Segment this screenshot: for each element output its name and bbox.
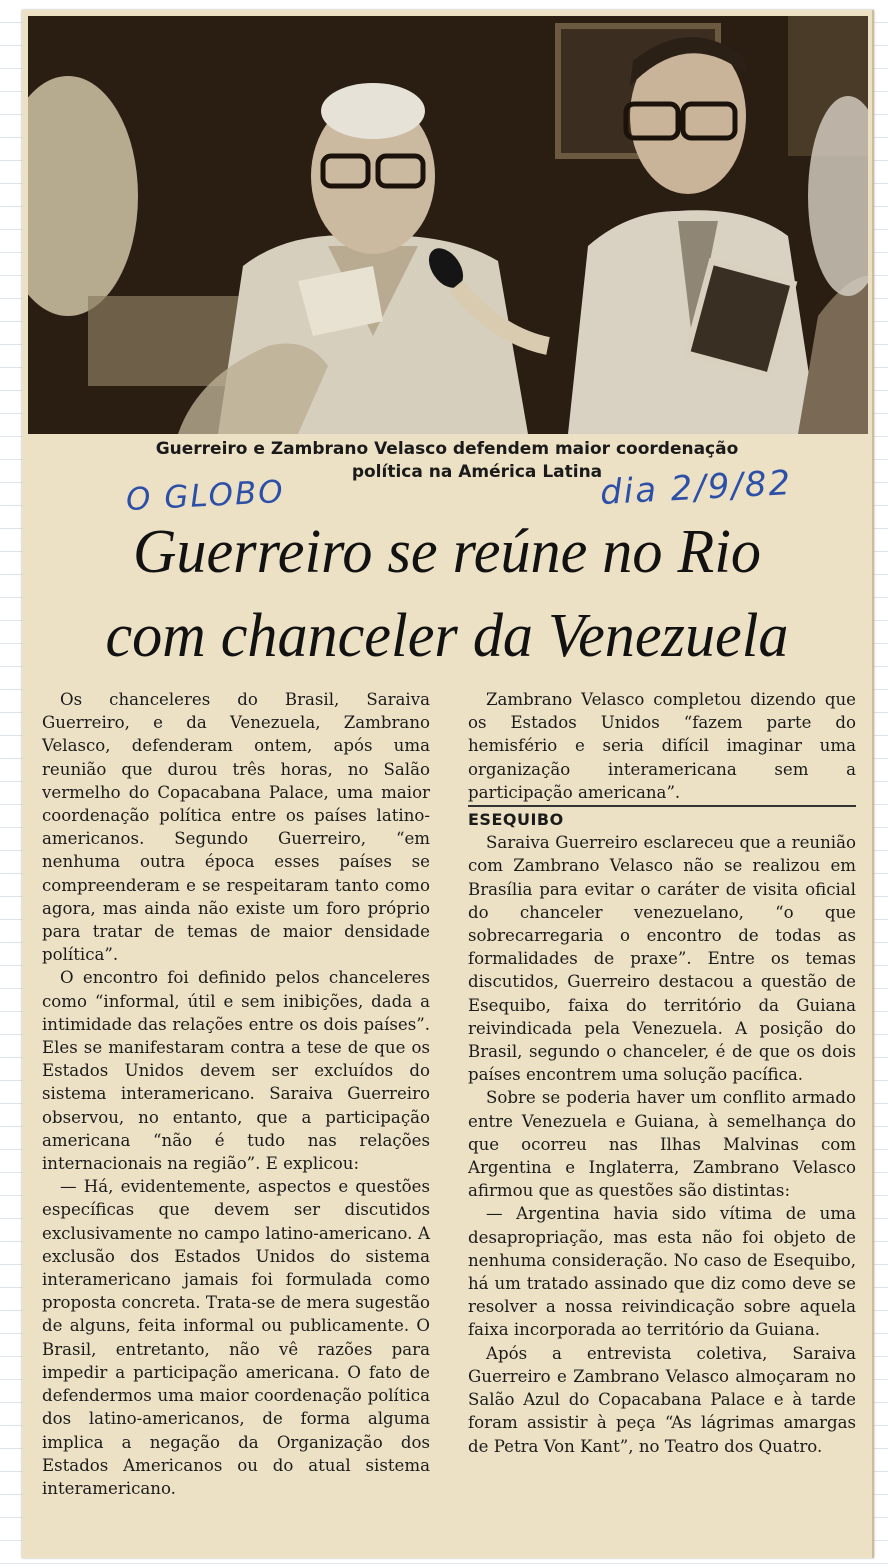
paragraph: Zambrano Velasco completou dizendo que os Estados Unidos “fazem parte do hemisfério e seria difícil imaginar uma organização interamericana sem a participação americana”. <box>468 690 856 802</box>
section-subhead: ESEQUIBO <box>468 805 856 831</box>
paragraph: Os chanceleres do Brasil, Saraiva Guerreiro, e da Venezuela, Zambrano Velasco, defenderam ontem, após uma reunião que durou três horas, no Salão vermelho do Copacabana Palace, uma maior coordenação política entre os países latino-americanos. Segundo Guerreiro, “em nenhuma outra época esses países se compreenderam e se respeitaram tanto como agora, mas ainda não existe um foro próprio para tratar de temas de maior densidade política”. <box>42 690 430 965</box>
headline-line-2: com chanceler da Venezuela <box>105 602 789 670</box>
caption-line-1: Guerreiro e Zambrano Velasco defendem maior coordenação <box>155 439 739 459</box>
caption-line-2: política na América Latina <box>351 462 603 482</box>
paragraph: Saraiva Guerreiro esclareceu que a reunião com Zambrano Velasco não se realizou em Brasília para evitar o caráter de visita oficial do chanceler venezuelano, “o que sobrecarregaria o encontro de todas as formalidades de praxe”. Entre os temas discutidos, Guerreiro destacou a questão de Esequibo, faixa do território da Guiana reivindicada pela Venezuela. A posição do Brasil, segundo o chanceler, é de que os dois países encontrem uma solução pacífica. <box>468 833 856 1085</box>
paragraph: — Argentina havia sido vítima de uma desapropriação, mas esta não foi objeto de nenhuma consideração. No caso de Esequibo, há um tratado assinado que diz como deve se resolver a nossa reivindicação sobre aquela faixa incorporada ao território da Guiana. <box>468 1204 856 1340</box>
headline <box>35 510 860 678</box>
newspaper-clipping <box>22 10 874 1558</box>
news-photo <box>28 16 868 434</box>
article-column-left <box>42 688 430 1500</box>
paragraph: Após a entrevista coletiva, Saraiva Guerreiro e Zambrano Velasco almoçaram no Salão Azul do Copacabana Palace e à tarde foram assistir à peça “As lágrimas amargas de Petra Von Kant”, no Teatro dos Quatro. <box>468 1343 856 1456</box>
handwritten-date: dia 2/9/82 <box>599 463 794 513</box>
paragraph: O encontro foi definido pelos chanceleres como “informal, útil e sem inibições, dada a intimidade das relações entre os dois países”. Eles se manifestaram contra a tese de que os Estados Unidos devem ser excluídos do sistema interamericano. Saraiva Guerreiro observou, no entanto, que a participação americana “não é tudo nas relações internacionais na região”. E explicou: <box>42 968 430 1174</box>
headline-line-1: Guerreiro se reúne no Rio <box>132 518 762 586</box>
handwritten-source: O GLOBO <box>125 473 286 519</box>
paragraph: — Há, evidentemente, aspectos e questões específicas que devem ser discutidos exclusivamente no campo latino-americano. A exclusão dos Estados Unidos do sistema interamericano jamais foi formulada como proposta concreta. Trata-se de mera sugestão de alguns, feita informal ou publicamente. O Brasil, entretanto, não vê razões para impedir a participação americana. O fato de defendermos uma maior coordenação política dos latino-americanos, de forma alguma implica a negação da Organização dos Estados Americanos ou do atual sistema interamericano. <box>42 1177 430 1498</box>
paragraph: Sobre se poderia haver um conflito armado entre Venezuela e Guiana, à semelhança do que ocorreu nas Ilhas Malvinas com Argentina e Inglaterra, Zambrano Velasco afirmou que as questões são distintas: <box>468 1088 856 1201</box>
article-column-right <box>468 688 856 1458</box>
